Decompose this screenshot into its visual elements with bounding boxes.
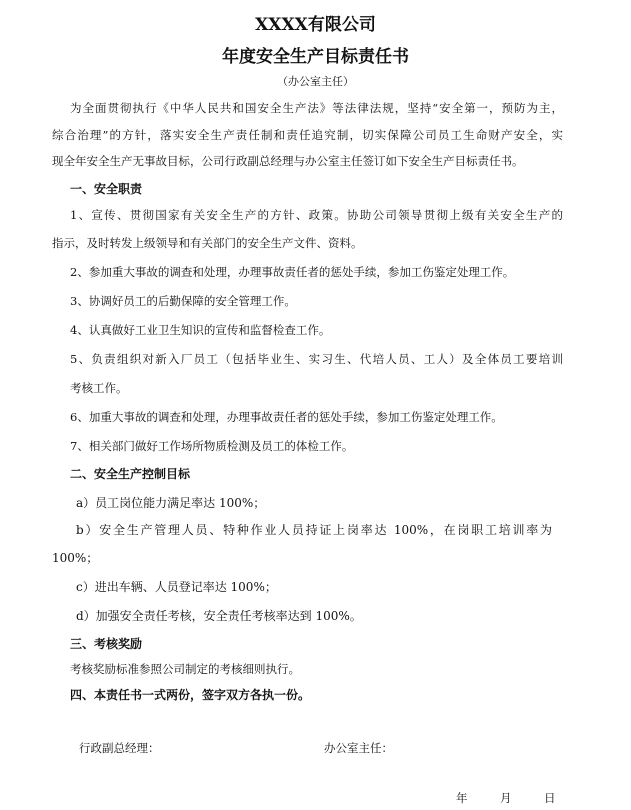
section1-heading: 一、安全职责 [70,182,143,196]
section2-item-a: a）员工岗位能力满足率达 100%； [76,496,266,510]
intro-line-1: 为全面贯彻执行《中华人民共和国安全生产法》等法律法规，坚持“安全第一，预防为主， [70,101,563,115]
section3-heading: 三、考核奖励 [70,637,143,651]
document-subtitle: （办公室主任） [277,75,354,88]
document-title: 年度安全生产目标责任书 [222,47,409,67]
company-name: XXXX有限公司 [255,15,376,35]
section1-item-4: 4、认真做好工业卫生知识的宣传和监督检查工作。 [70,323,331,337]
date-year: 年 [456,791,468,805]
section1-item-5b: 考核工作。 [70,381,128,395]
signature-right-label: 办公室主任： [324,741,393,755]
date-month: 月 [500,791,512,805]
section1-item-2: 2、参加重大事故的调查和处理，办理事故责任者的惩处手续，参加工伤鉴定处理工作。 [70,265,515,279]
section1-item-1b: 指示，及时转发上级领导和有关部门的安全生产文件、资料。 [52,236,363,250]
section1-item-7: 7、相关部门做好工作场所物质检测及员工的体检工作。 [70,439,354,453]
section2-item-b2: 100%； [52,551,99,565]
section1-item-6: 6、加重大事故的调查和处理，办理事故责任者的惩处手续，参加工伤鉴定处理工作。 [70,410,503,424]
signature-left-label: 行政副总经理： [79,741,160,755]
date-day: 日 [544,791,556,805]
section2-item-c: c）进出车辆、人员登记率达 100%； [76,580,277,594]
intro-line-2: 综合治理”的方针，落实安全生产责任制和责任追究制，切实保障公司员工生命财产安全，实 [52,128,563,142]
intro-line-3: 现全年安全生产无事故目标，公司行政副总经理与办公室主任签订如下安全生产目标责任书。 [52,154,524,168]
section2-item-b1: b）安全生产管理人员、特种作业人员持证上岗率达 100%，在岗职工培训率为 [76,523,552,537]
section1-item-1a: 1、宣传、贯彻国家有关安全生产的方针、政策。协助公司领导贯彻上级有关安全生产的 [70,208,563,222]
section3-text: 考核奖励标准参照公司制定的考核细则执行。 [70,662,300,676]
section2-heading: 二、安全生产控制目标 [70,467,191,481]
section4-heading: 四、本责任书一式两份，签字双方各执一份。 [70,688,311,702]
section1-item-3: 3、协调好员工的后勤保障的安全管理工作。 [70,294,296,308]
section1-item-5a: 5、负责组织对新入厂员工（包括毕业生、实习生、代培人员、工人）及全体员工要培训 [70,352,563,366]
section2-item-d: d）加强安全责任考核，安全责任考核率达到 100%。 [76,609,362,623]
